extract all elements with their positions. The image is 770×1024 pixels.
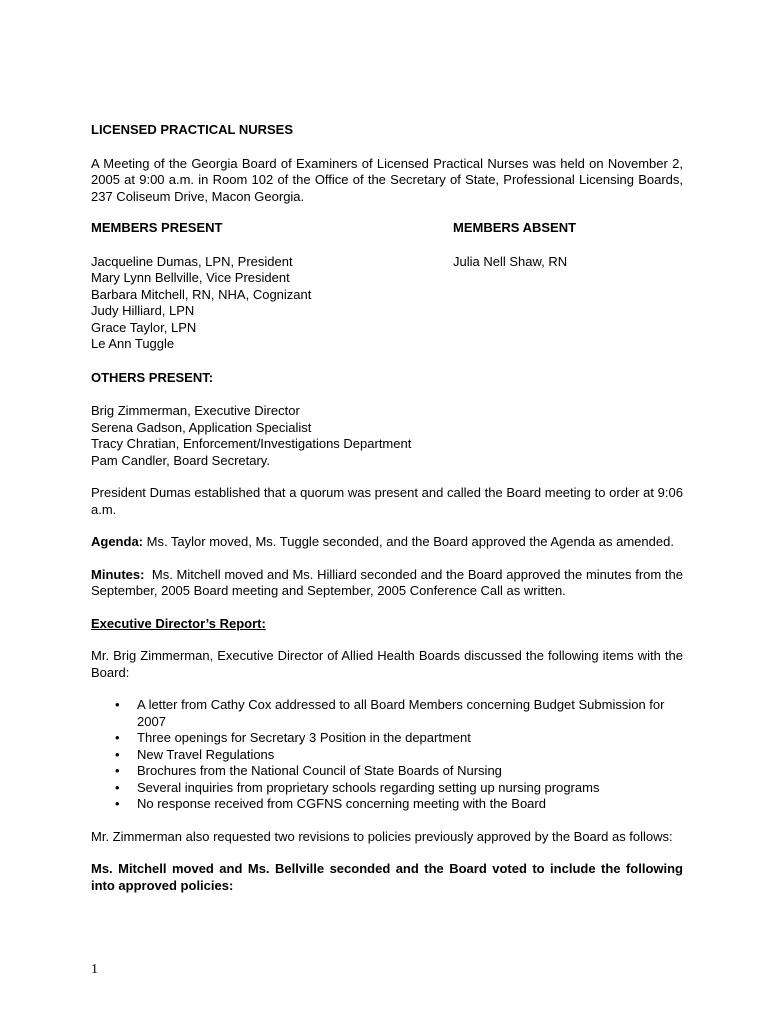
members-absent-heading: MEMBERS ABSENT — [453, 220, 577, 235]
agenda-label: Agenda: — [91, 534, 143, 549]
quorum-paragraph: President Dumas established that a quorum was present and called the Board meeting to order at 9:06 a.m. — [91, 485, 683, 517]
members-absent-column — [453, 220, 683, 353]
list-item-text: A letter from Cathy Cox addressed to all Board Members concerning Budget Submission for 2007 — [137, 697, 665, 729]
agenda-text: Ms. Taylor moved, Ms. Tuggle seconded, and the Board approved the Agenda as amended. — [143, 534, 674, 549]
list-item-text: Brochures from the National Council of State Boards of Nursing — [137, 763, 502, 778]
agenda-paragraph — [91, 534, 683, 551]
list-item — [91, 697, 683, 730]
list-item — [91, 763, 683, 780]
bullet-icon: • — [115, 746, 120, 762]
members-columns — [91, 220, 683, 353]
member-absent-name: Julia Nell Shaw, RN — [453, 253, 568, 269]
list-item — [91, 780, 683, 797]
bullet-icon: • — [115, 779, 120, 795]
revisions-paragraph: Mr. Zimmerman also requested two revisions to policies previously approved by the Board as follows: — [91, 828, 673, 844]
member-present-name: Le Ann Tuggle — [91, 336, 175, 351]
list-item-text: Three openings for Secretary 3 Position in the department — [137, 730, 471, 745]
document-page — [91, 122, 687, 894]
member-present-name: Judy Hilliard, LPN — [91, 303, 195, 318]
minutes-text: Ms. Mitchell moved and Ms. Hilliard seconded and the Board approved the minutes from the September, 2005 Board meeting and September, 2005 Conference Call as written. — [91, 566, 687, 598]
others-present-heading: OTHERS PRESENT: — [91, 369, 214, 385]
document-title: LICENSED PRACTICAL NURSES — [91, 122, 294, 137]
bullet-icon: • — [115, 796, 120, 811]
other-present-name: Tracy Chratian, Enforcement/Investigations Department — [91, 436, 412, 451]
page-number: 1 — [91, 962, 98, 977]
bullet-icon: • — [115, 763, 120, 778]
other-present-name: Pam Candler, Board Secretary. — [91, 452, 270, 468]
members-present-heading: MEMBERS PRESENT — [91, 220, 223, 235]
list-item-text: New Travel Regulations — [137, 746, 275, 762]
list-item — [91, 796, 683, 813]
executive-report-heading: Executive Director’s Report: — [91, 615, 266, 631]
list-item-text: No response received from CGFNS concerning meeting with the Board — [137, 796, 546, 811]
intro-paragraph: A Meeting of the Georgia Board of Examiners of Licensed Practical Nurses was held on November 2, 2005 at 9:00 a.m. in Room 102 of the Office of the Secretary of State, Professional Licensing Boards, 237 Coliseum Drive, Macon Georgia. — [91, 155, 683, 204]
member-present-name: Jacqueline Dumas, LPN, President — [91, 253, 293, 269]
list-item — [91, 747, 683, 764]
other-present-name: Brig Zimmerman, Executive Director — [91, 403, 300, 418]
minutes-paragraph — [91, 566, 687, 600]
member-present-name: Barbara Mitchell, RN, NHA, Cognizant — [91, 286, 312, 302]
member-present-name: Grace Taylor, LPN — [91, 319, 197, 335]
minutes-label: Minutes: — [91, 566, 145, 582]
list-item-text: Several inquiries from proprietary schools regarding setting up nursing programs — [137, 779, 600, 795]
executive-report-intro: Mr. Brig Zimmerman, Executive Director of Allied Health Boards discussed the following items with the Board: — [91, 648, 683, 680]
member-present-name: Mary Lynn Bellville, Vice President — [91, 270, 290, 285]
motion-paragraph: Ms. Mitchell moved and Ms. Bellville seconded and the Board voted to include the following into approved policies: — [91, 861, 683, 893]
executive-report-list — [91, 697, 683, 813]
members-present-column — [91, 220, 453, 353]
other-present-name: Serena Gadson, Application Specialist — [91, 419, 312, 435]
bullet-icon: • — [115, 730, 120, 745]
bullet-icon: • — [115, 697, 120, 712]
list-item — [91, 730, 683, 747]
